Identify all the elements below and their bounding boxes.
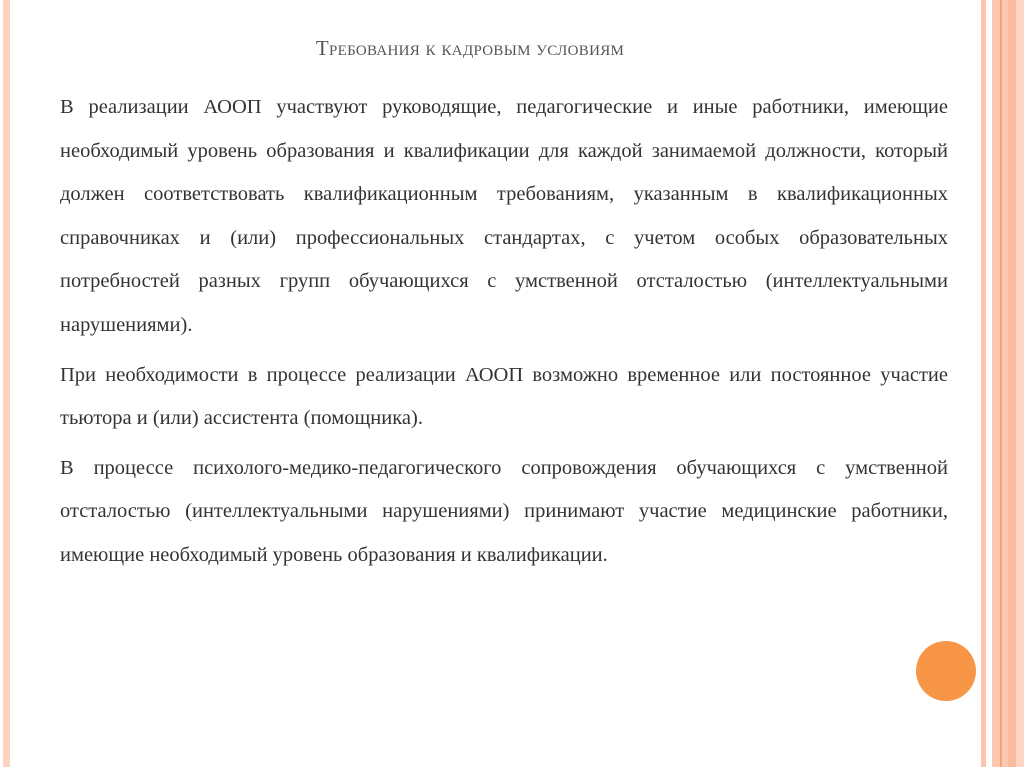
left-border-stripe [3, 0, 10, 767]
slide-body [60, 86, 948, 584]
decorative-circle [916, 641, 976, 701]
right-decor-band [992, 0, 1024, 767]
paragraph: В процессе психолого-медико-педагогического сопровождения обучающихся с умственной отсталостью (интеллектуальными нарушениями) принимают участие медицинские работники, имеющие необходимый уровень образования и квалификации. [60, 456, 948, 566]
paragraph: В реализации АООП участвуют руководящие, педагогические и иные работники, имеющие необходимый уровень образования и квалификации для каждой занимаемой должности, который должен соответствовать квалификационным требованиям, указанным в квалификационных справочниках и (или) профессиональных стандартах, с учетом особых образовательных потребностей разных групп обучающихся с умственной отсталостью (интеллектуальными нарушениями). [60, 96, 948, 336]
paragraph: При необходимости в процессе реализации АООП возможно временное или постоянное участие тьютора и (или) ассистента (помощника). [60, 363, 948, 430]
slide-title: Требования к кадровым условиям [315, 36, 625, 60]
right-decor-stripe [981, 0, 986, 767]
